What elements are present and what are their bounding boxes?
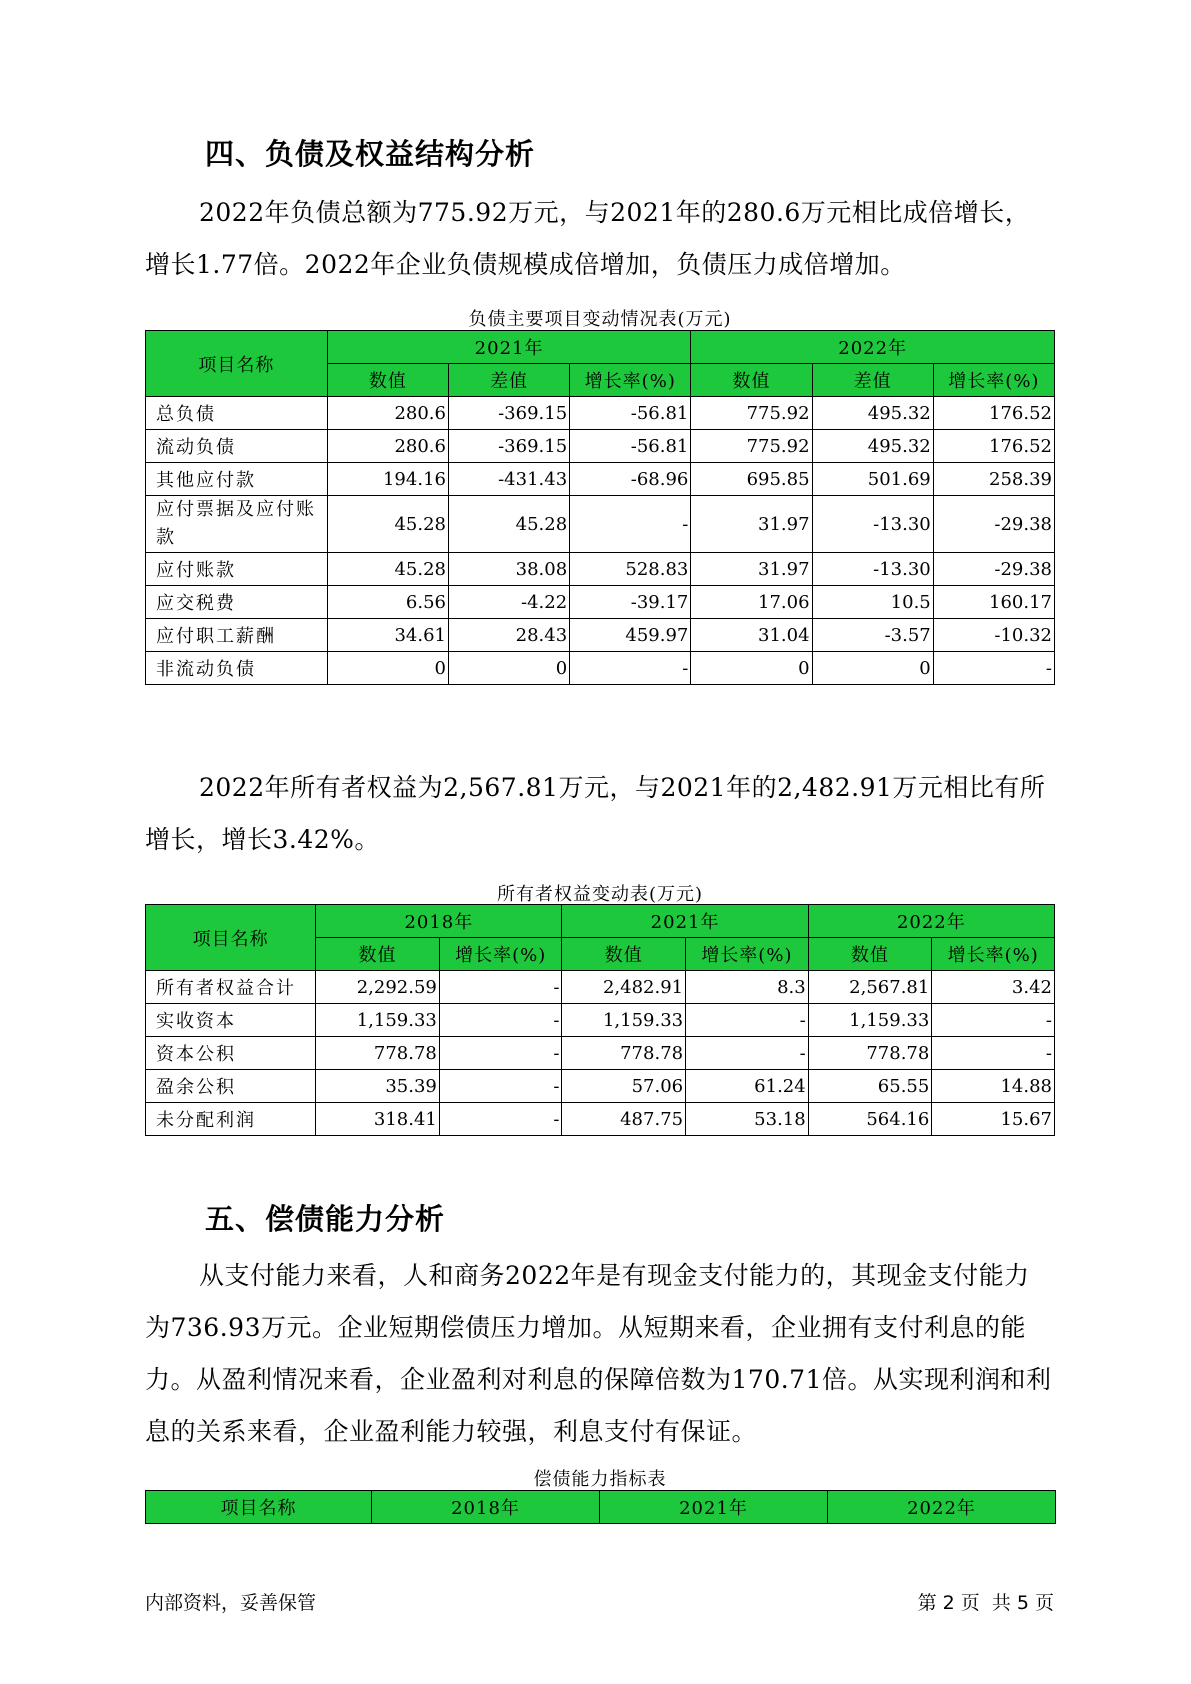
cell-value: 0 bbox=[691, 652, 812, 685]
cell-value: -369.15 bbox=[448, 430, 569, 463]
cell-value: - bbox=[932, 1037, 1055, 1070]
table-row bbox=[146, 496, 1055, 553]
cell-value: 3.42 bbox=[932, 971, 1055, 1004]
cell-value: - bbox=[686, 1004, 809, 1037]
row-name: 实收资本 bbox=[146, 1004, 316, 1037]
cell-value: 57.06 bbox=[562, 1070, 686, 1103]
col-value-header: 数值 bbox=[808, 938, 932, 971]
cell-value: 2,567.81 bbox=[808, 971, 932, 1004]
liability-name-header: 项目名称 bbox=[146, 331, 328, 397]
cell-value: 6.56 bbox=[327, 586, 448, 619]
cell-value: 2,482.91 bbox=[562, 971, 686, 1004]
row-name: 流动负债 bbox=[146, 430, 328, 463]
cell-value: 45.28 bbox=[327, 553, 448, 586]
solvency-paragraph: 从支付能力来看，人和商务2022年是有现金支付能力的，其现金支付能力为736.93万元。企业短期偿债压力增加。从短期来看，企业拥有支付利息的能力。从盈利情况来看，企业盈利对利息的保障倍数为170.71倍。从实现利润和利息的关系来看，企业盈利能力较强，利息支付有保证。 bbox=[145, 1261, 1052, 1446]
section-5-heading: 五、偿债能力分析 bbox=[205, 1202, 446, 1236]
solvency-year3-header: 2022年 bbox=[828, 1491, 1056, 1524]
table-row bbox=[146, 463, 1055, 496]
cell-value: -13.30 bbox=[812, 496, 933, 553]
cell-value: 34.61 bbox=[327, 619, 448, 652]
cell-value: 501.69 bbox=[812, 463, 933, 496]
cell-value: -13.30 bbox=[812, 553, 933, 586]
table-row bbox=[146, 430, 1055, 463]
row-name: 应付账款 bbox=[146, 553, 328, 586]
cell-value: -3.57 bbox=[812, 619, 933, 652]
table-row bbox=[146, 652, 1055, 685]
cell-value: 459.97 bbox=[570, 619, 691, 652]
table-row bbox=[146, 1103, 1055, 1136]
cell-value: 65.55 bbox=[808, 1070, 932, 1103]
col-value-header: 数值 bbox=[316, 938, 440, 971]
cell-value: - bbox=[439, 1004, 562, 1037]
row-name: 所有者权益合计 bbox=[146, 971, 316, 1004]
cell-value: 53.18 bbox=[686, 1103, 809, 1136]
col-rate-header: 增长率(%) bbox=[686, 938, 809, 971]
cell-value: 10.5 bbox=[812, 586, 933, 619]
cell-value: -4.22 bbox=[448, 586, 569, 619]
cell-value: 778.78 bbox=[316, 1037, 440, 1070]
cell-value: 528.83 bbox=[570, 553, 691, 586]
cell-value: 160.17 bbox=[933, 586, 1054, 619]
cell-value: -56.81 bbox=[570, 430, 691, 463]
col-rate-header: 增长率(%) bbox=[570, 364, 691, 397]
cell-value: 775.92 bbox=[691, 430, 812, 463]
cell-value: 45.28 bbox=[448, 496, 569, 553]
cell-value: -29.38 bbox=[933, 496, 1054, 553]
cell-value: 17.06 bbox=[691, 586, 812, 619]
liability-year2-header: 2022年 bbox=[691, 331, 1055, 364]
cell-value: 8.3 bbox=[686, 971, 809, 1004]
solvency-name-header: 项目名称 bbox=[146, 1491, 372, 1524]
equity-year3-header: 2022年 bbox=[808, 905, 1054, 938]
cell-value: 495.32 bbox=[812, 397, 933, 430]
cell-value: 1,159.33 bbox=[808, 1004, 932, 1037]
col-value-header: 数值 bbox=[327, 364, 448, 397]
col-value-header: 数值 bbox=[691, 364, 812, 397]
equity-year1-header: 2018年 bbox=[316, 905, 562, 938]
liability-summary-paragraph: 2022年负债总额为775.92万元，与2021年的280.6万元相比成倍增长，增长1.77倍。2022年企业负债规模成倍增加，负债压力成倍增加。 bbox=[145, 198, 1031, 279]
cell-value: 0 bbox=[327, 652, 448, 685]
solvency-year1-header: 2018年 bbox=[372, 1491, 600, 1524]
cell-value: - bbox=[570, 652, 691, 685]
cell-value: -431.43 bbox=[448, 463, 569, 496]
cell-value: 778.78 bbox=[562, 1037, 686, 1070]
row-name: 应付职工薪酬 bbox=[146, 619, 328, 652]
cell-value: -29.38 bbox=[933, 553, 1054, 586]
section-4-heading: 四、负债及权益结构分析 bbox=[205, 137, 536, 171]
cell-value: 45.28 bbox=[327, 496, 448, 553]
cell-value: 176.52 bbox=[933, 397, 1054, 430]
cell-value: 495.32 bbox=[812, 430, 933, 463]
table-row bbox=[146, 1070, 1055, 1103]
col-rate-header: 增长率(%) bbox=[439, 938, 562, 971]
cell-value: - bbox=[933, 652, 1054, 685]
cell-value: 31.97 bbox=[691, 553, 812, 586]
cell-value: 176.52 bbox=[933, 430, 1054, 463]
equity-table-caption: 所有者权益变动表(万元) bbox=[496, 884, 704, 905]
cell-value: -369.15 bbox=[448, 397, 569, 430]
cell-value: 778.78 bbox=[808, 1037, 932, 1070]
row-name: 应交税费 bbox=[146, 586, 328, 619]
cell-value: 1,159.33 bbox=[316, 1004, 440, 1037]
footer-page-number: 第 2 页 共 5 页 bbox=[917, 1592, 1054, 1614]
row-name: 未分配利润 bbox=[146, 1103, 316, 1136]
cell-value: 0 bbox=[812, 652, 933, 685]
cell-value: 14.88 bbox=[932, 1070, 1055, 1103]
row-name: 资本公积 bbox=[146, 1037, 316, 1070]
cell-value: - bbox=[439, 1037, 562, 1070]
cell-value: 15.67 bbox=[932, 1103, 1055, 1136]
cell-value: - bbox=[439, 1070, 562, 1103]
equity-name-header: 项目名称 bbox=[146, 905, 316, 971]
col-diff-header: 差值 bbox=[448, 364, 569, 397]
cell-value: 258.39 bbox=[933, 463, 1054, 496]
col-rate-header: 增长率(%) bbox=[933, 364, 1054, 397]
cell-value: - bbox=[439, 971, 562, 1004]
cell-value: -68.96 bbox=[570, 463, 691, 496]
table-row bbox=[146, 1004, 1055, 1037]
cell-value: -39.17 bbox=[570, 586, 691, 619]
table-row bbox=[146, 553, 1055, 586]
col-diff-header: 差值 bbox=[812, 364, 933, 397]
liability-table-caption: 负债主要项目变动情况表(万元) bbox=[468, 309, 732, 330]
equity-table bbox=[145, 904, 1055, 1136]
cell-value: 31.04 bbox=[691, 619, 812, 652]
cell-value: 0 bbox=[448, 652, 569, 685]
col-value-header: 数值 bbox=[562, 938, 686, 971]
cell-value: 775.92 bbox=[691, 397, 812, 430]
cell-value: 564.16 bbox=[808, 1103, 932, 1136]
cell-value: - bbox=[932, 1004, 1055, 1037]
cell-value: - bbox=[570, 496, 691, 553]
equity-summary-paragraph: 2022年所有者权益为2,567.81万元，与2021年的2,482.91万元相比有所增长，增长3.42%。 bbox=[145, 773, 1046, 854]
footer-confidential-note: 内部资料，妥善保管 bbox=[145, 1592, 317, 1614]
solvency-table-caption: 偿债能力指标表 bbox=[533, 1469, 667, 1490]
cell-value: 31.97 bbox=[691, 496, 812, 553]
table-row bbox=[146, 586, 1055, 619]
row-name: 其他应付款 bbox=[146, 463, 328, 496]
cell-value: 194.16 bbox=[327, 463, 448, 496]
cell-value: 487.75 bbox=[562, 1103, 686, 1136]
row-name: 盈余公积 bbox=[146, 1070, 316, 1103]
cell-value: - bbox=[686, 1037, 809, 1070]
cell-value: - bbox=[439, 1103, 562, 1136]
cell-value: 35.39 bbox=[316, 1070, 440, 1103]
cell-value: 2,292.59 bbox=[316, 971, 440, 1004]
table-row bbox=[146, 971, 1055, 1004]
cell-value: 695.85 bbox=[691, 463, 812, 496]
cell-value: -10.32 bbox=[933, 619, 1054, 652]
cell-value: -56.81 bbox=[570, 397, 691, 430]
table-row bbox=[146, 397, 1055, 430]
table-row bbox=[146, 619, 1055, 652]
row-name: 应付票据及应付账款 bbox=[146, 496, 328, 553]
cell-value: 318.41 bbox=[316, 1103, 440, 1136]
cell-value: 1,159.33 bbox=[562, 1004, 686, 1037]
cell-value: 280.6 bbox=[327, 430, 448, 463]
row-name: 总负债 bbox=[146, 397, 328, 430]
equity-year2-header: 2021年 bbox=[562, 905, 808, 938]
cell-value: 28.43 bbox=[448, 619, 569, 652]
cell-value: 38.08 bbox=[448, 553, 569, 586]
col-rate-header: 增长率(%) bbox=[932, 938, 1055, 971]
liability-table bbox=[145, 330, 1055, 685]
liability-year1-header: 2021年 bbox=[327, 331, 691, 364]
cell-value: 280.6 bbox=[327, 397, 448, 430]
table-row bbox=[146, 1037, 1055, 1070]
solvency-year2-header: 2021年 bbox=[600, 1491, 828, 1524]
row-name: 非流动负债 bbox=[146, 652, 328, 685]
cell-value: 61.24 bbox=[686, 1070, 809, 1103]
solvency-table bbox=[145, 1490, 1056, 1524]
